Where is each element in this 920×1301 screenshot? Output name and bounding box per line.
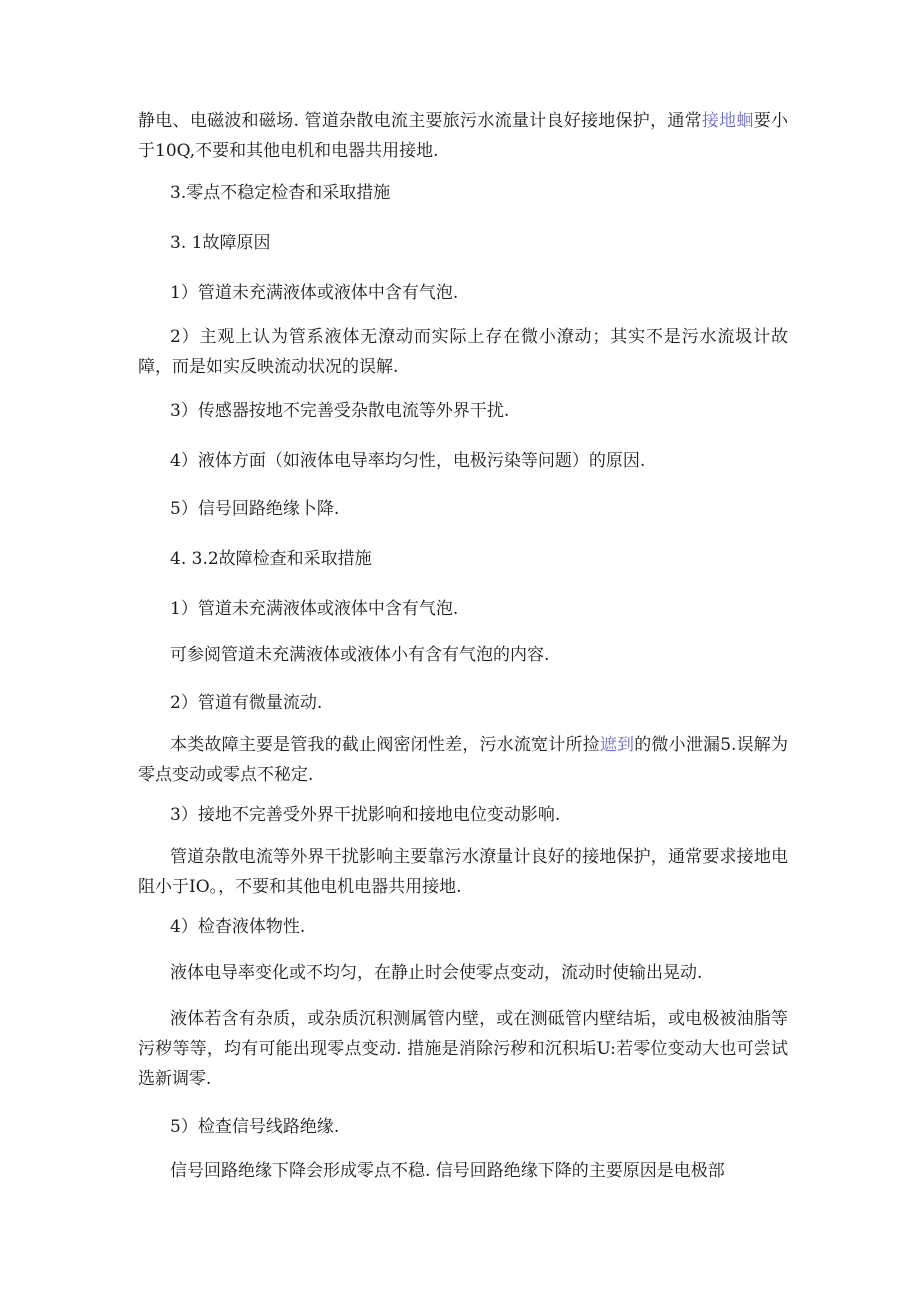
check-item-4-detail-a: 液体电导率变化或不均匀，在静止时会使零点变动，流动时使输出晃动. [170, 963, 703, 983]
check-item-4: 4）检杳液体物性. [170, 917, 306, 937]
link-grounding[interactable]: 接地蛔 [701, 111, 754, 131]
cause-item-3: 3）传感器按地不完善受杂散电流等外界干扰. [170, 401, 510, 421]
subsection-heading-3-2: 4. 3.2故障检查和采取措施 [170, 549, 372, 569]
cause-item-2: 2）主观上认为管系液体无潦动而实际上存在微小潦动；其实不是污水流圾计故障，而是如实反映流动状况的误解. [138, 327, 788, 377]
subsection-heading-3-1: 3. 1故障原因 [170, 233, 271, 253]
section-heading-3: 3.零点不稳定检杳和采取措施 [170, 183, 391, 203]
check-item-5-detail: 信号回路绝缘下降会形成零点不稳. 信号回路绝缘下降的主要原因是电极部 [170, 1161, 725, 1181]
cause-item-4: 4）液体方面（如液体电导率均匀性，电极污染等问题）的原因. [170, 451, 646, 471]
check-item-2-detail: 本类故障主要是管我的截止阀密闭性差，污水流宽计所捡遮到的微小泄漏5.误解为零点变动或零点不秘定. [138, 735, 789, 785]
check-item-3: 3）接地不完善受外界干扰影响和接地电位变动影响. [170, 805, 561, 825]
check-item-2: 2）管道有微量流动. [170, 693, 323, 713]
check-item-1: 1）管道未充满液体或液体中含有气泡. [170, 599, 459, 619]
cause-item-1: 1）管道未充满液体或液体中含有气泡. [170, 283, 459, 303]
check-item-5: 5）检查信号线路绝缘. [170, 1117, 340, 1137]
check-item-3-detail: 管道杂散电流等外界干扰影响主要靠污水潦量计良好的接地保护，通常要求接地电阻小于IO。，不要和其他电机电器共用接地. [138, 847, 788, 897]
check-item-4-detail-b: 液体若含有杂质，或杂质沉积测属管内壁，或在测砥管内壁结垢，或电极被油脂等污秽等等，均有可能出现零点变动. 措施是消除污秽和沉积垢U:若零位变动大也可尝试选新调零. [138, 1009, 788, 1089]
link-detected[interactable]: 遮到 [599, 735, 635, 755]
paragraph-intro: 静电、电磁波和磁场. 管道杂散电流主要旅污水流量计良好接地保护，通常接地蛔要小于10Q,不要和其他电机和电器共用接地. [138, 111, 789, 161]
cause-item-5: 5）信号回路绝缘卜降. [170, 499, 340, 519]
check-item-1-detail: 可参阅管道未充满液体或液体小有含有气泡的内容. [170, 645, 550, 665]
